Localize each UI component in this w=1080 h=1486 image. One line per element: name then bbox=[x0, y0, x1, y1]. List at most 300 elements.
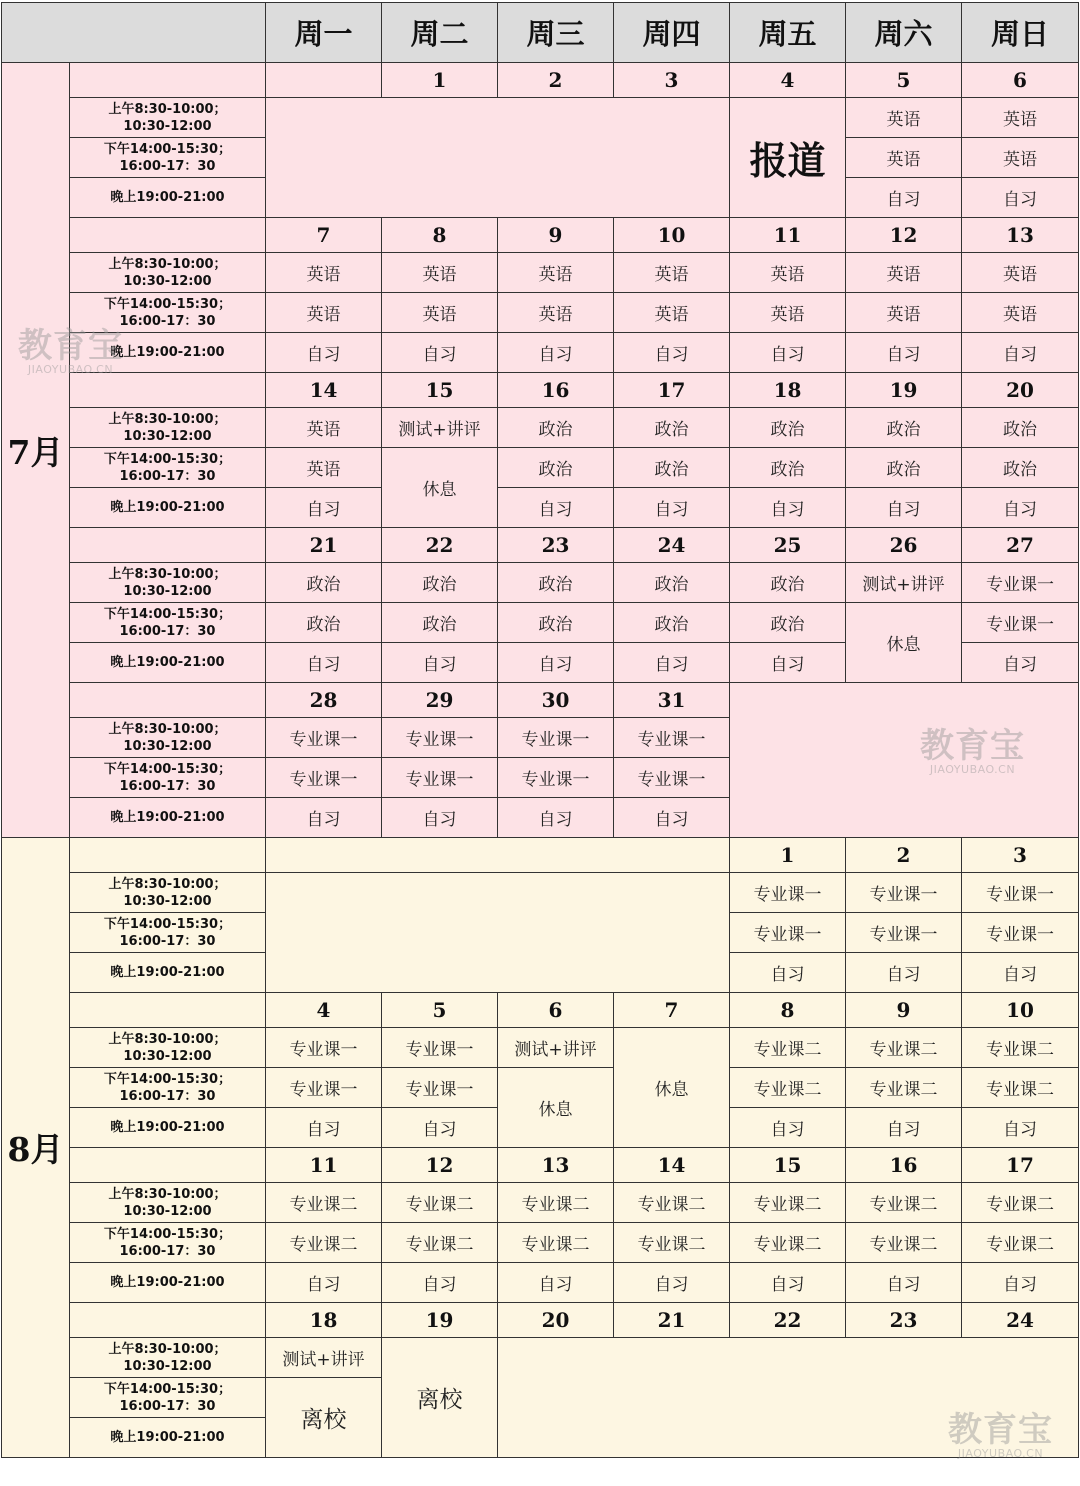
activity-cell: 自习 bbox=[498, 488, 614, 528]
time-slot-text: 16:00-17：30 bbox=[119, 623, 216, 639]
activity-cell: 休息 bbox=[498, 1068, 614, 1148]
time-slot-label bbox=[70, 798, 266, 838]
week-date-row bbox=[2, 1148, 1079, 1183]
date-cell: 11 bbox=[266, 1148, 382, 1183]
activity-cell: 专业课二 bbox=[730, 1183, 846, 1223]
activity-cell: 政治 bbox=[614, 448, 730, 488]
activity-cell: 政治 bbox=[730, 448, 846, 488]
date-cell: 25 bbox=[730, 528, 846, 563]
activity-cell: 专业课一 bbox=[266, 1028, 382, 1068]
time-slot-text: 16:00-17：30 bbox=[119, 1243, 216, 1259]
activity-row bbox=[2, 333, 1079, 373]
activity-cell: 专业课二 bbox=[846, 1223, 962, 1263]
time-slot-label bbox=[70, 408, 266, 448]
week-date-row bbox=[2, 683, 1079, 718]
activity-cell: 专业课一 bbox=[846, 913, 962, 953]
date-cell: 17 bbox=[962, 1148, 1079, 1183]
time-slot-text: 下午14:00-15:30； bbox=[103, 141, 232, 157]
activity-cell: 专业课二 bbox=[730, 1068, 846, 1108]
date-cell: 6 bbox=[962, 63, 1079, 98]
activity-cell: 自习 bbox=[614, 643, 730, 683]
time-slot-label bbox=[70, 953, 266, 993]
activity-cell: 专业课一 bbox=[962, 913, 1079, 953]
activity-cell: 专业课一 bbox=[962, 603, 1079, 643]
date-row-label-cell bbox=[70, 993, 266, 1028]
date-cell: 2 bbox=[498, 63, 614, 98]
activity-cell: 英语 bbox=[846, 293, 962, 333]
activity-cell: 专业课二 bbox=[730, 1028, 846, 1068]
time-slot-label bbox=[70, 333, 266, 373]
time-slot-text: 晚上19:00-21:00 bbox=[110, 1120, 225, 1135]
watermark-text: 教育宝 bbox=[920, 726, 1025, 766]
time-slot-text: 10:30-12:00 bbox=[123, 1048, 212, 1064]
time-slot-label bbox=[70, 563, 266, 603]
month-label: 8月 bbox=[2, 838, 70, 1458]
activity-cell: 政治 bbox=[498, 603, 614, 643]
activity-cell: 专业课一 bbox=[266, 1068, 382, 1108]
activity-cell: 专业课一 bbox=[962, 563, 1079, 603]
week-date-row bbox=[2, 1303, 1079, 1338]
time-slot-text: 10:30-12:00 bbox=[123, 1358, 212, 1374]
time-slot-text: 晚上19:00-21:00 bbox=[110, 655, 225, 670]
time-slot-text: 10:30-12:00 bbox=[123, 893, 212, 909]
time-slot-text: 下午14:00-15:30； bbox=[103, 606, 232, 622]
activity-cell: 专业课一 bbox=[730, 873, 846, 913]
activity-cell: 专业课二 bbox=[962, 1068, 1079, 1108]
activity-cell: 英语 bbox=[382, 293, 498, 333]
date-cell: 10 bbox=[614, 218, 730, 253]
activity-cell: 英语 bbox=[730, 293, 846, 333]
schedule-body bbox=[2, 3, 1079, 1458]
date-cell: 16 bbox=[846, 1148, 962, 1183]
date-cell: 5 bbox=[382, 993, 498, 1028]
date-cell: 8 bbox=[382, 218, 498, 253]
date-cell: 1 bbox=[730, 838, 846, 873]
time-slot-text: 晚上19:00-21:00 bbox=[110, 500, 225, 515]
blank-cell bbox=[730, 683, 1079, 838]
activity-cell: 专业课一 bbox=[498, 758, 614, 798]
activity-cell: 自习 bbox=[730, 333, 846, 373]
activity-cell: 专业课一 bbox=[382, 758, 498, 798]
date-cell: 21 bbox=[614, 1303, 730, 1338]
weekday-header: 周三 bbox=[498, 3, 614, 63]
activity-cell: 自习 bbox=[962, 1108, 1079, 1148]
month-label: 7月 bbox=[2, 63, 70, 838]
activity-cell: 英语 bbox=[962, 98, 1079, 138]
date-cell: 17 bbox=[614, 373, 730, 408]
date-cell: 2 bbox=[846, 838, 962, 873]
activity-cell: 自习 bbox=[382, 798, 498, 838]
activity-cell: 政治 bbox=[614, 408, 730, 448]
activity-cell: 政治 bbox=[846, 448, 962, 488]
activity-cell: 政治 bbox=[730, 563, 846, 603]
date-cell: 14 bbox=[266, 373, 382, 408]
activity-cell: 测试+讲评 bbox=[846, 563, 962, 603]
week-date-row bbox=[2, 993, 1079, 1028]
date-cell: 23 bbox=[846, 1303, 962, 1338]
date-cell: 19 bbox=[846, 373, 962, 408]
activity-cell: 自习 bbox=[614, 333, 730, 373]
activity-cell: 自习 bbox=[266, 488, 382, 528]
activity-cell: 专业课一 bbox=[962, 873, 1079, 913]
activity-row bbox=[2, 293, 1079, 333]
watermark-url: JIAOYUBAO.CN bbox=[27, 363, 114, 376]
activity-cell: 专业课一 bbox=[382, 1068, 498, 1108]
activity-cell: 自习 bbox=[730, 643, 846, 683]
activity-cell: 英语 bbox=[730, 253, 846, 293]
date-row-label-cell bbox=[70, 1303, 266, 1338]
weekday-header: 周六 bbox=[846, 3, 962, 63]
date-row-label-cell bbox=[70, 1148, 266, 1183]
time-slot-text: 16:00-17：30 bbox=[119, 313, 216, 329]
date-cell bbox=[266, 63, 382, 98]
activity-cell: 政治 bbox=[498, 448, 614, 488]
date-cell: 19 bbox=[382, 1303, 498, 1338]
activity-cell: 英语 bbox=[962, 138, 1079, 178]
time-slot-text: 上午8:30-10:00； bbox=[108, 1031, 227, 1047]
activity-cell: 自习 bbox=[962, 178, 1079, 218]
date-cell: 28 bbox=[266, 683, 382, 718]
time-slot-label bbox=[70, 913, 266, 953]
weekday-header: 周五 bbox=[730, 3, 846, 63]
activity-cell: 自习 bbox=[382, 1263, 498, 1303]
activity-cell: 政治 bbox=[382, 563, 498, 603]
activity-cell: 政治 bbox=[382, 603, 498, 643]
activity-cell: 英语 bbox=[498, 253, 614, 293]
activity-cell: 专业课二 bbox=[614, 1223, 730, 1263]
activity-cell: 英语 bbox=[266, 448, 382, 488]
date-row-label-cell bbox=[70, 528, 266, 563]
activity-cell: 专业课一 bbox=[266, 758, 382, 798]
activity-row bbox=[2, 1263, 1079, 1303]
date-cell: 13 bbox=[962, 218, 1079, 253]
activity-cell: 专业课二 bbox=[266, 1183, 382, 1223]
activity-cell: 自习 bbox=[614, 798, 730, 838]
activity-cell: 专业课二 bbox=[382, 1183, 498, 1223]
time-slot-text: 下午14:00-15:30； bbox=[103, 916, 232, 932]
time-slot-label bbox=[70, 718, 266, 758]
activity-row bbox=[2, 448, 1079, 488]
week-date-row bbox=[2, 218, 1079, 253]
time-slot-text: 16:00-17：30 bbox=[119, 1398, 216, 1414]
activity-cell: 英语 bbox=[614, 253, 730, 293]
activity-cell: 专业课一 bbox=[614, 758, 730, 798]
activity-cell: 自习 bbox=[730, 953, 846, 993]
date-cell: 11 bbox=[730, 218, 846, 253]
week-date-row bbox=[2, 838, 1079, 873]
activity-row bbox=[2, 98, 1079, 138]
activity-cell: 自习 bbox=[266, 643, 382, 683]
date-row-label-cell bbox=[70, 838, 266, 873]
activity-cell: 自习 bbox=[266, 1108, 382, 1148]
date-cell: 22 bbox=[730, 1303, 846, 1338]
activity-cell: 政治 bbox=[498, 408, 614, 448]
watermark-text: 教育宝 bbox=[948, 1410, 1053, 1450]
activity-cell: 自习 bbox=[498, 333, 614, 373]
date-cell: 26 bbox=[846, 528, 962, 563]
activity-cell: 自习 bbox=[266, 333, 382, 373]
date-cell: 18 bbox=[730, 373, 846, 408]
time-slot-label bbox=[70, 293, 266, 333]
date-cell: 7 bbox=[614, 993, 730, 1028]
activity-cell: 英语 bbox=[846, 253, 962, 293]
watermark-url: JIAOYUBAO.CN bbox=[957, 1447, 1044, 1460]
activity-cell: 英语 bbox=[266, 253, 382, 293]
time-slot-label bbox=[70, 98, 266, 138]
blank-cell bbox=[498, 1338, 1079, 1458]
date-cell: 18 bbox=[266, 1303, 382, 1338]
time-slot-text: 下午14:00-15:30； bbox=[103, 1071, 232, 1087]
activity-cell: 测试+讲评 bbox=[266, 1338, 382, 1378]
time-slot-label bbox=[70, 1338, 266, 1378]
time-slot-text: 晚上19:00-21:00 bbox=[110, 1430, 225, 1445]
activity-cell: 英语 bbox=[266, 408, 382, 448]
date-cell: 3 bbox=[614, 63, 730, 98]
time-slot-text: 16:00-17：30 bbox=[119, 933, 216, 949]
activity-row bbox=[2, 408, 1079, 448]
date-cell: 8 bbox=[730, 993, 846, 1028]
activity-cell: 自习 bbox=[846, 178, 962, 218]
activity-cell: 自习 bbox=[730, 1263, 846, 1303]
activity-cell: 专业课二 bbox=[962, 1223, 1079, 1263]
activity-cell: 英语 bbox=[382, 253, 498, 293]
activity-cell: 自习 bbox=[846, 1263, 962, 1303]
date-cell: 30 bbox=[498, 683, 614, 718]
time-slot-label bbox=[70, 253, 266, 293]
activity-cell: 自习 bbox=[962, 953, 1079, 993]
date-cell: 24 bbox=[614, 528, 730, 563]
activity-cell: 自习 bbox=[846, 488, 962, 528]
weekday-header: 周一 bbox=[266, 3, 382, 63]
time-slot-label bbox=[70, 1183, 266, 1223]
activity-cell: 自习 bbox=[962, 333, 1079, 373]
activity-cell: 英语 bbox=[962, 253, 1079, 293]
activity-cell: 政治 bbox=[730, 408, 846, 448]
date-cell: 15 bbox=[382, 373, 498, 408]
activity-cell: 专业课二 bbox=[846, 1068, 962, 1108]
date-cell: 31 bbox=[614, 683, 730, 718]
activity-cell: 政治 bbox=[846, 408, 962, 448]
activity-cell: 专业课二 bbox=[498, 1183, 614, 1223]
activity-row bbox=[2, 1183, 1079, 1223]
activity-row bbox=[2, 1338, 1079, 1378]
activity-cell: 英语 bbox=[846, 138, 962, 178]
time-slot-text: 晚上19:00-21:00 bbox=[110, 1275, 225, 1290]
activity-cell: 英语 bbox=[846, 98, 962, 138]
activity-cell: 专业课一 bbox=[382, 1028, 498, 1068]
date-cell: 12 bbox=[846, 218, 962, 253]
time-slot-label bbox=[70, 1378, 266, 1418]
activity-cell: 休息 bbox=[614, 1028, 730, 1148]
date-cell: 23 bbox=[498, 528, 614, 563]
activity-cell: 自习 bbox=[846, 333, 962, 373]
activity-cell: 政治 bbox=[614, 603, 730, 643]
time-slot-label bbox=[70, 873, 266, 913]
activity-cell: 政治 bbox=[266, 603, 382, 643]
activity-row bbox=[2, 253, 1079, 293]
time-slot-text: 下午14:00-15:30； bbox=[103, 761, 232, 777]
activity-cell: 自习 bbox=[382, 1108, 498, 1148]
date-row-label-cell bbox=[70, 683, 266, 718]
time-slot-text: 下午14:00-15:30； bbox=[103, 1381, 232, 1397]
time-slot-text: 晚上19:00-21:00 bbox=[110, 345, 225, 360]
date-cell: 14 bbox=[614, 1148, 730, 1183]
time-slot-text: 10:30-12:00 bbox=[123, 428, 212, 444]
activity-cell: 专业课二 bbox=[266, 1223, 382, 1263]
weekday-header-row bbox=[2, 3, 1079, 63]
activity-cell: 专业课二 bbox=[962, 1028, 1079, 1068]
date-cell: 24 bbox=[962, 1303, 1079, 1338]
activity-cell: 自习 bbox=[498, 798, 614, 838]
time-slot-text: 晚上19:00-21:00 bbox=[110, 965, 225, 980]
schedule-table bbox=[1, 2, 1079, 1458]
time-slot-text: 上午8:30-10:00； bbox=[108, 566, 227, 582]
activity-cell: 专业课一 bbox=[498, 718, 614, 758]
activity-cell: 专业课一 bbox=[730, 913, 846, 953]
activity-cell: 自习 bbox=[614, 488, 730, 528]
weekday-header: 周日 bbox=[962, 3, 1079, 63]
time-slot-label bbox=[70, 1223, 266, 1263]
activity-cell: 自习 bbox=[962, 488, 1079, 528]
time-slot-text: 上午8:30-10:00； bbox=[108, 1186, 227, 1202]
time-slot-label bbox=[70, 1028, 266, 1068]
date-cell: 21 bbox=[266, 528, 382, 563]
time-slot-text: 晚上19:00-21:00 bbox=[110, 810, 225, 825]
time-slot-label bbox=[70, 1263, 266, 1303]
date-cell: 1 bbox=[382, 63, 498, 98]
activity-cell: 自习 bbox=[846, 953, 962, 993]
activity-cell: 自习 bbox=[962, 643, 1079, 683]
week-date-row bbox=[2, 63, 1079, 98]
activity-cell: 英语 bbox=[266, 293, 382, 333]
activity-cell: 自习 bbox=[962, 1263, 1079, 1303]
activity-cell: 专业课一 bbox=[382, 718, 498, 758]
activity-cell: 测试+讲评 bbox=[382, 408, 498, 448]
date-cell: 3 bbox=[962, 838, 1079, 873]
time-slot-text: 晚上19:00-21:00 bbox=[110, 190, 225, 205]
time-slot-text: 16:00-17：30 bbox=[119, 468, 216, 484]
time-slot-label bbox=[70, 603, 266, 643]
activity-cell: 政治 bbox=[730, 603, 846, 643]
activity-cell: 离校 bbox=[382, 1338, 498, 1458]
activity-cell: 自习 bbox=[730, 1108, 846, 1148]
date-cell: 9 bbox=[498, 218, 614, 253]
time-slot-text: 上午8:30-10:00； bbox=[108, 101, 227, 117]
time-slot-text: 下午14:00-15:30； bbox=[103, 296, 232, 312]
time-slot-text: 10:30-12:00 bbox=[123, 583, 212, 599]
activity-cell: 自习 bbox=[266, 798, 382, 838]
time-slot-text: 上午8:30-10:00； bbox=[108, 411, 227, 427]
activity-row bbox=[2, 1068, 1079, 1108]
date-cell: 20 bbox=[498, 1303, 614, 1338]
time-slot-text: 下午14:00-15:30； bbox=[103, 451, 232, 467]
date-cell: 12 bbox=[382, 1148, 498, 1183]
time-slot-text: 上午8:30-10:00； bbox=[108, 876, 227, 892]
activity-cell: 专业课一 bbox=[266, 718, 382, 758]
activity-row bbox=[2, 873, 1079, 913]
date-cell: 4 bbox=[730, 63, 846, 98]
date-cell: 13 bbox=[498, 1148, 614, 1183]
activity-cell: 专业课二 bbox=[846, 1028, 962, 1068]
time-slot-text: 上午8:30-10:00； bbox=[108, 1341, 227, 1357]
time-slot-text: 上午8:30-10:00； bbox=[108, 256, 227, 272]
activity-cell: 专业课一 bbox=[846, 873, 962, 913]
activity-cell: 政治 bbox=[962, 408, 1079, 448]
time-slot-label bbox=[70, 448, 266, 488]
activity-cell: 专业课一 bbox=[614, 718, 730, 758]
time-slot-text: 10:30-12:00 bbox=[123, 738, 212, 754]
time-slot-label bbox=[70, 178, 266, 218]
activity-cell: 自习 bbox=[498, 1263, 614, 1303]
date-cell: 6 bbox=[498, 993, 614, 1028]
activity-cell: 英语 bbox=[962, 293, 1079, 333]
header-corner-cell bbox=[2, 3, 266, 63]
activity-cell: 专业课二 bbox=[614, 1183, 730, 1223]
activity-cell: 英语 bbox=[614, 293, 730, 333]
time-slot-text: 16:00-17：30 bbox=[119, 158, 216, 174]
time-slot-label bbox=[70, 643, 266, 683]
watermark-text: 教育宝 bbox=[18, 326, 123, 366]
activity-cell: 休息 bbox=[846, 603, 962, 683]
blank-cell bbox=[266, 873, 730, 993]
activity-cell: 政治 bbox=[498, 563, 614, 603]
watermark-url: JIAOYUBAO.CN bbox=[929, 763, 1016, 776]
activity-cell: 测试+讲评 bbox=[498, 1028, 614, 1068]
time-slot-text: 10:30-12:00 bbox=[123, 273, 212, 289]
time-slot-text: 上午8:30-10:00； bbox=[108, 721, 227, 737]
time-slot-text: 16:00-17：30 bbox=[119, 778, 216, 794]
date-cell: 27 bbox=[962, 528, 1079, 563]
activity-cell: 政治 bbox=[962, 448, 1079, 488]
week-date-row bbox=[2, 373, 1079, 408]
blank-cell bbox=[266, 98, 730, 218]
activity-cell: 自习 bbox=[846, 1108, 962, 1148]
time-slot-label bbox=[70, 138, 266, 178]
activity-row bbox=[2, 1028, 1079, 1068]
time-slot-label bbox=[70, 1418, 266, 1458]
time-slot-text: 下午14:00-15:30； bbox=[103, 1226, 232, 1242]
time-slot-text: 16:00-17：30 bbox=[119, 1088, 216, 1104]
week-date-row bbox=[2, 528, 1079, 563]
date-cell: 10 bbox=[962, 993, 1079, 1028]
time-slot-label bbox=[70, 488, 266, 528]
date-cell: 22 bbox=[382, 528, 498, 563]
time-slot-label bbox=[70, 758, 266, 798]
date-cell: 16 bbox=[498, 373, 614, 408]
time-slot-text: 10:30-12:00 bbox=[123, 118, 212, 134]
activity-cell: 自习 bbox=[614, 1263, 730, 1303]
activity-cell: 自习 bbox=[730, 488, 846, 528]
date-cell: 29 bbox=[382, 683, 498, 718]
time-slot-label bbox=[70, 1068, 266, 1108]
activity-cell: 自习 bbox=[498, 643, 614, 683]
activity-cell: 政治 bbox=[266, 563, 382, 603]
date-cell: 9 bbox=[846, 993, 962, 1028]
activity-cell: 专业课二 bbox=[730, 1223, 846, 1263]
activity-cell: 专业课二 bbox=[382, 1223, 498, 1263]
activity-row bbox=[2, 488, 1079, 528]
date-row-label-cell bbox=[70, 373, 266, 408]
activity-cell: 政治 bbox=[614, 563, 730, 603]
date-cell: 20 bbox=[962, 373, 1079, 408]
activity-cell: 自习 bbox=[266, 1263, 382, 1303]
activity-cell: 专业课二 bbox=[498, 1223, 614, 1263]
activity-cell: 英语 bbox=[498, 293, 614, 333]
activity-cell: 报道 bbox=[730, 98, 846, 218]
activity-cell: 专业课二 bbox=[846, 1183, 962, 1223]
activity-row bbox=[2, 603, 1079, 643]
date-row-label-cell bbox=[70, 63, 266, 98]
